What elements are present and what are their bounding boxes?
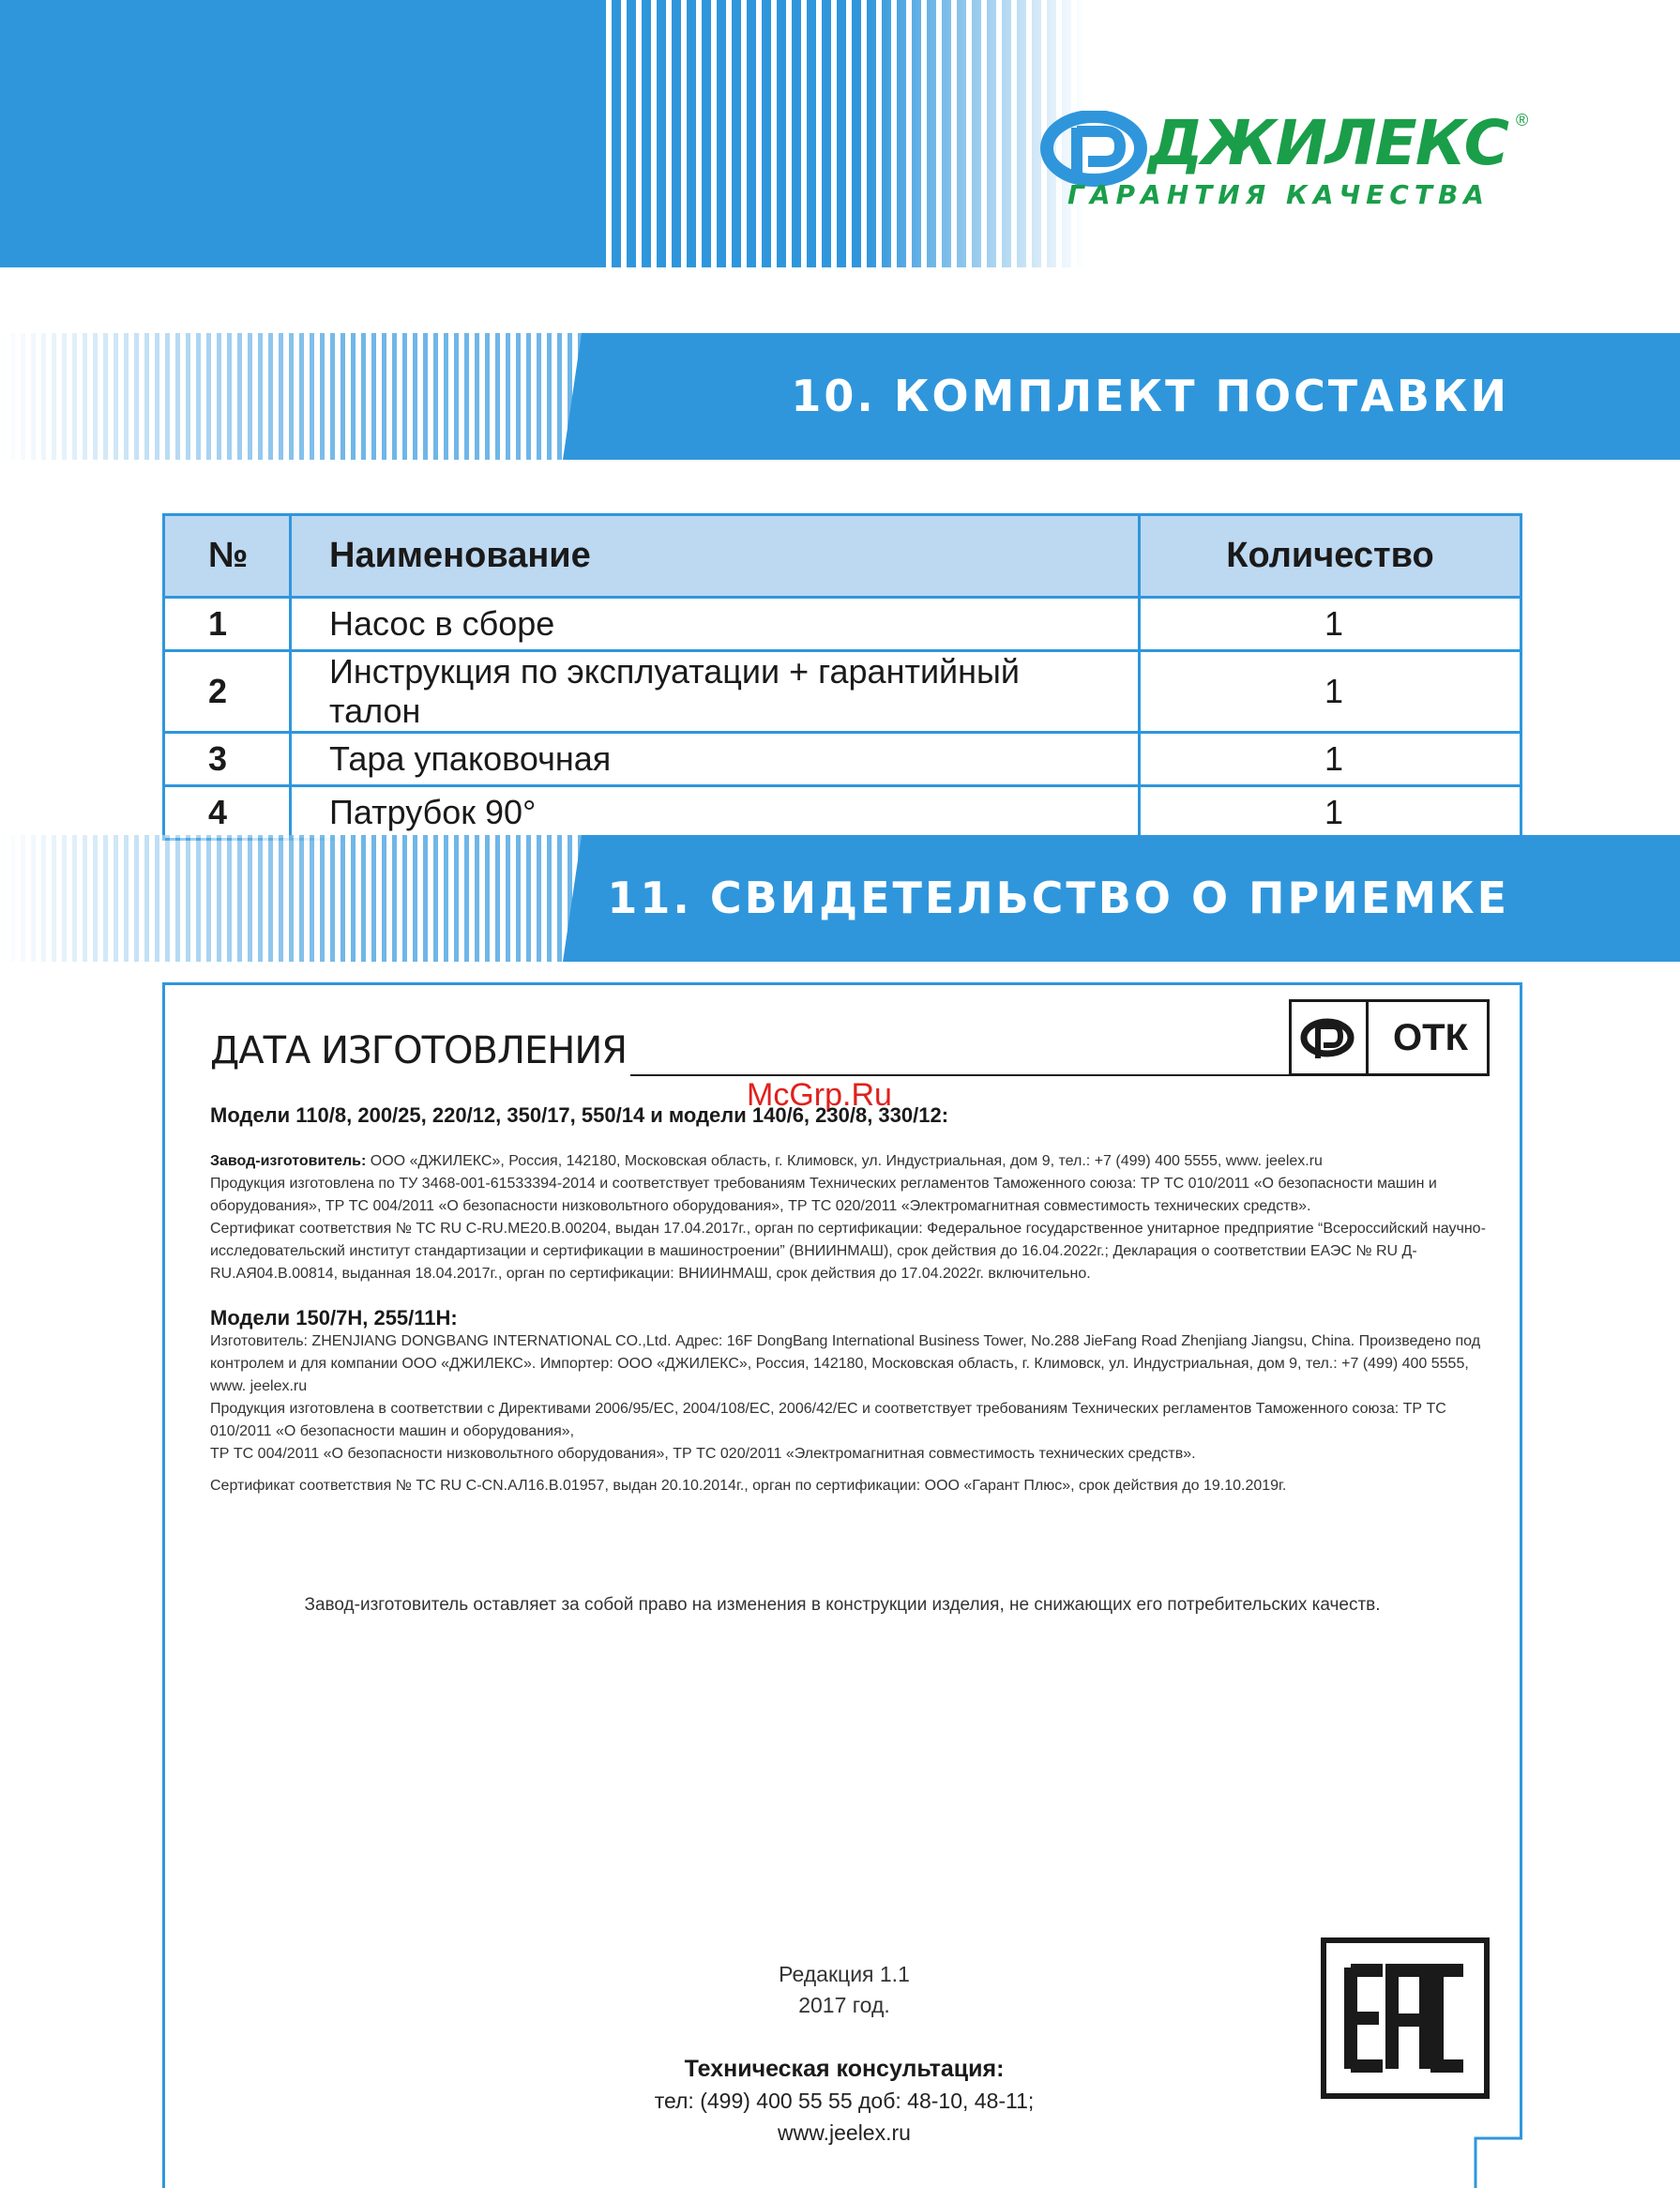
- consult-website: www.jeelex.ru: [778, 2120, 911, 2145]
- row-num: 4: [164, 786, 291, 840]
- certificate-paragraph-2: Сертификат соответствия № ТС RU C-CN.АЛ16.В.01957, выдан 20.10.2014г., орган по сертификации: ООО «Гарант Плюс», срок действия до 19.10.2019г.: [210, 1478, 1287, 1494]
- otk-stamp: [1289, 999, 1490, 1076]
- edition-number: Редакция 1.1: [779, 1962, 910, 1986]
- table-row: [164, 651, 1521, 733]
- section-10-title: 10. КОМПЛЕКТ ПОСТАВКИ: [791, 371, 1509, 421]
- brand-tagline: ГАРАНТИЯ КАЧЕСТВА: [1067, 179, 1490, 210]
- watermark: McGrp.Ru: [747, 1077, 892, 1113]
- otk-label: ОТК: [1393, 1017, 1468, 1058]
- factory-label: Завод-изготовитель:: [210, 1153, 367, 1169]
- row-qty: 1: [1140, 598, 1521, 651]
- consult-title: Техническая консультация:: [684, 2056, 1005, 2082]
- production-paragraph: Продукция изготовлена по ТУ 3468-001-61533394-2014 и соответствует требованиям Технических регламентов Таможенного союза: ТР ТС 010/2011 «О безопасности машин и оборудования», ТР ТС 004/2011 «О безопасности низковольтного оборудования», ТР ТС 020/2011 «Электромагнитная совместимость технических средств».: [210, 1176, 1437, 1214]
- delivery-table: [162, 513, 1522, 841]
- row-num: 1: [164, 598, 291, 651]
- header-band: [0, 0, 600, 267]
- table-header-row: [164, 515, 1521, 598]
- factory-paragraph: [210, 1150, 1495, 1173]
- banner-stripes: [0, 333, 582, 460]
- table-row: [164, 786, 1521, 840]
- section-11-banner: [0, 835, 1680, 962]
- manufacture-date-label: ДАТА ИЗГОТОВЛЕНИЯ: [210, 1029, 628, 1072]
- header-stripes: [597, 0, 1084, 267]
- header-name: Наименование: [291, 515, 1140, 598]
- edition-block: [610, 1959, 1079, 2021]
- table-row: [164, 733, 1521, 786]
- header-qty: Количество: [1140, 515, 1521, 598]
- row-name: Патрубок 90°: [291, 786, 1140, 840]
- edition-year: 2017 год.: [798, 1993, 890, 2017]
- factory-text: ООО «ДЖИЛЕКС», Россия, 142180, Московская область, г. Климовск, ул. Индустриальная, дом 9, тел.: +7 (499) 400 5555, www. jeelex.ru: [366, 1153, 1323, 1169]
- rights-notice: Завод-изготовитель оставляет за собой право на изменения в конструкции изделия, не снижающих его потребительских качеств.: [304, 1595, 1381, 1615]
- row-num: 3: [164, 733, 291, 786]
- tech-consultation: [516, 2053, 1173, 2149]
- registered-mark: ®: [1516, 111, 1529, 129]
- header-num: №: [164, 515, 291, 598]
- otk-divider: [1366, 1002, 1369, 1073]
- row-qty: 1: [1140, 733, 1521, 786]
- directives-paragraph-1: Продукция изготовлена в соответствии с Директивами 2006/95/EC, 2004/108/EC, 2006/42/EC и соответствует требованиям Технических регламентов Таможенного союза: ТР ТС 010/2011 «О безопасности машин и оборудования»,: [210, 1401, 1446, 1439]
- consult-phone: тел: (499) 400 55 55 доб: 48-10, 48-11;: [654, 2089, 1035, 2113]
- eac-mark-icon: [1326, 1943, 1484, 2093]
- row-qty: 1: [1140, 651, 1521, 733]
- manufacturer-paragraph: Изготовитель: ZHENJIANG DONGBANG INTERNATIONAL CO.,Ltd. Адрес: 16F DongBang International Business Tower, No.288 JieFang Road Zhenjiang Jiangsu, China. Произведено под контролем и для компании ООО «ДЖИЛЕКС». Импортер: ООО «ДЖИЛЕКС», Россия, 142180, Московская область, г. Климовск, ул. Индустриальная, дом 9, тел.: +7 (499) 400 5555, www. jeelex.ru: [210, 1333, 1481, 1394]
- certificate-paragraph: Сертификат соответствия № ТС RU C-RU.МЕ20.В.00204, выдан 17.04.2017г., орган по сертификации: Федеральное государственное унитарное предприятие “Всероссийский научно-исследовательский институт стандартизации и сертификации в машиностроении” (ВНИИНМАШ), срок действия до 16.04.2022г.; Декларация о соответствии ЕАЭС № RU Д-RU.АЯ04.В.00814, выданная 18.04.2017г., орган по сертификации: ВНИИНМАШ, срок действия до 17.04.2022г. включительно.: [210, 1221, 1486, 1282]
- banner-stripes: [0, 835, 582, 962]
- models-line-1: Модели 110/8, 200/25, 220/12, 350/17, 550/14 и модели 140/6, 230/8, 330/12:: [210, 1103, 949, 1127]
- brand-logo: [1039, 107, 1529, 214]
- eac-mark: [1321, 1937, 1490, 2099]
- table-row: [164, 598, 1521, 651]
- manufacture-date-line: [630, 1074, 1306, 1076]
- section-10-banner: [0, 333, 1680, 460]
- row-name: Инструкция по эксплуатации + гарантийный талон: [291, 651, 1140, 733]
- directives-paragraph-2: ТР ТС 004/2011 «О безопасности низковольтного оборудования», ТР ТС 020/2011 «Электромагнитная совместимость технических средств».: [210, 1446, 1196, 1462]
- models-line-2: Модели 150/7Н, 255/11Н:: [210, 1306, 458, 1330]
- section-11-title: 11. СВИДЕТЕЛЬСТВО О ПРИЕМКЕ: [607, 873, 1509, 923]
- row-name: Тара упаковочная: [291, 733, 1140, 786]
- certificate-text: [210, 1103, 1495, 1497]
- row-name: Насос в сборе: [291, 598, 1140, 651]
- brand-name: ДЖИЛЕКС: [1148, 107, 1508, 179]
- brand-mark-icon: [1299, 1013, 1357, 1066]
- row-qty: 1: [1140, 786, 1521, 840]
- row-num: 2: [164, 651, 291, 733]
